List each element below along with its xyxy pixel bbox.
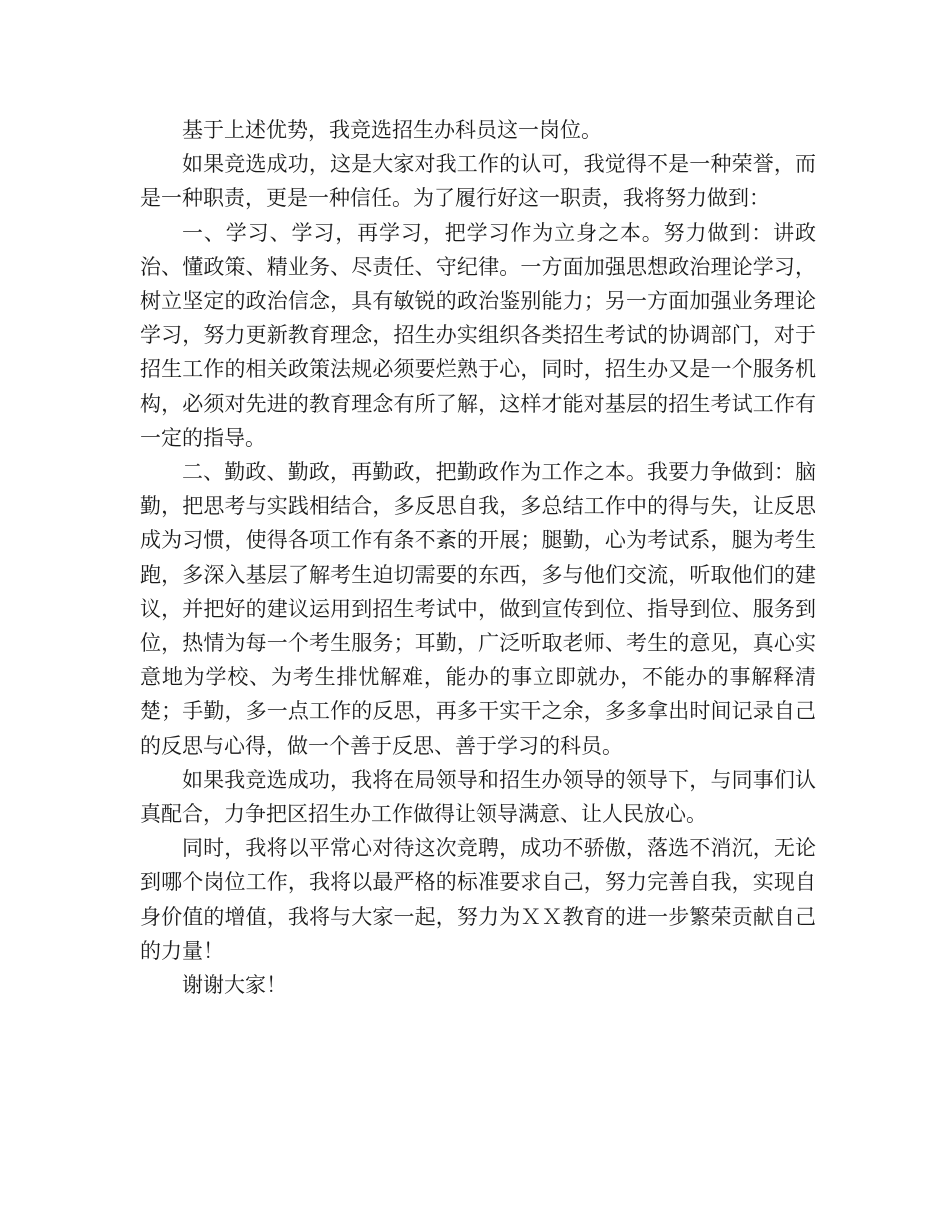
paragraph: 同时，我将以平常心对待这次竞聘，成功不骄傲，落选不消沉，无论到哪个岗位工作，我将以最严格的标准要求自己，努力完善自我，实现自身价值的增值，我将与大家一起，努力为ＸＸ教育的进一步繁荣贡献自己的力量！ [140,836,816,963]
paragraph: 谢谢大家！ [182,973,287,998]
paragraph: 一、学习、学习，再学习，把学习作为立身之本。努力做到：讲政治、懂政策、精业务、尽责任、守纪律。一方面加强思想政治理论学习，树立坚定的政治信念，具有敏锐的政治鉴别能力；另一方面加强业务理论学习，努力更新教育理念，招生办实组织各类招生考试的协调部门，对于招生工作的相关政策法规必须要烂熟于心，同时，招生办又是一个服务机构，必须对先进的教育理念有所了解，这样才能对基层的招生考试工作有一定的指导。 [140,220,816,450]
paragraph: 二、勤政、勤政，再勤政，把勤政作为工作之本。我要力争做到：脑勤，把思考与实践相结合，多反思自我，多总结工作中的得与失，让反思成为习惯，使得各项工作有条不紊的开展；腿勤，心为考试系，腿为考生跑，多深入基层了解考生迫切需要的东西，多与他们交流，听取他们的建议，并把好的建议运用到招生考试中，做到宣传到位、指导到位、服务到位，热情为每一个考生服务；耳勤，广泛听取老师、考生的意见，真心实意地为学校、为考生排忧解难，能办的事立即就办，不能办的事解释清楚；手勤，多一点工作的反思，再多干实干之余，多多拿出时间记录自己的反思与心得，做一个善于反思、善于学习的科员。 [140,460,816,758]
document-body [140,113,816,1002]
paragraph: 如果我竞选成功，我将在局领导和招生办领导的领导下，与同事们认真配合，力争把区招生办工作做得让领导满意、让人民放心。 [140,767,816,827]
paragraph: 基于上述优势，我竞选招生办科员这一岗位。 [182,118,602,142]
paragraph: 如果竞选成功，这是大家对我工作的认可，我觉得不是一种荣誉，而是一种职责，更是一种信任。为了履行好这一职责，我将努力做到： [140,152,816,211]
